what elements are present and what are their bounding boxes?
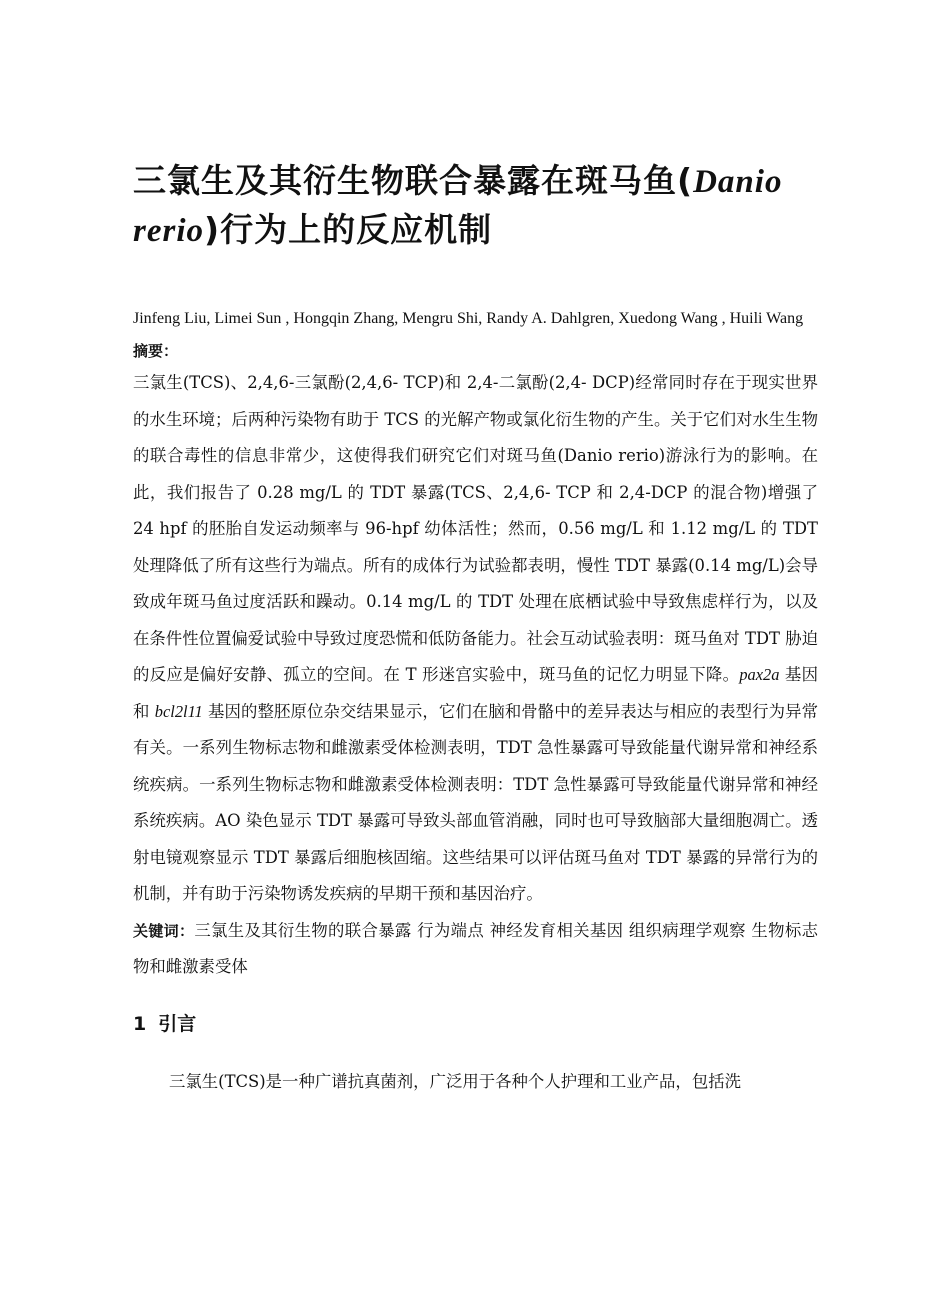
section-title: 引言 bbox=[158, 1012, 197, 1035]
abstract-label: 摘要： bbox=[133, 342, 179, 360]
title-text-part1: 三氯生及其衍生物联合暴露在斑马鱼( bbox=[133, 161, 694, 200]
paper-content bbox=[133, 157, 818, 1100]
author-list: Jinfeng Liu, Limei Sun , Hongqin Zhang, Mengru Shi, Randy A. Dahlgren, Xuedong Wang , Huili Wang bbox=[133, 310, 804, 327]
title-text-part2: )行为上的反应机制 bbox=[204, 210, 493, 249]
abstract-text-3: 基因的整胚原位杂交结果显示，它们在脑和骨骼中的差异表达与相应的表型行为异常有关。一系列生物标志物和雌激素受体检测表明，TDT 急性暴露可导致能量代谢异常和神经系统疾病。一系列生物标志物和雌激素受体检测表明：TDT 急性暴露可导致能量代谢异常和神经系统疾病。AO 染色显示 TDT 暴露可导致头部血管消融，同时也可导致脑部大量细胞凋亡。透射电镜观察显示 TDT 暴露后细胞核固缩。这些结果可以评估斑马鱼对 TDT 暴露的异常行为的机制，并有助于污染物诱发疾病的早期干预和基因治疗。 bbox=[133, 701, 818, 903]
section-heading-introduction bbox=[133, 1008, 818, 1040]
gene-name-bcl2l11: bcl2l11 bbox=[154, 701, 203, 721]
section-number: 1 bbox=[133, 1012, 147, 1035]
paper-title bbox=[133, 157, 818, 255]
gene-name-pax2a: pax2a bbox=[739, 665, 780, 684]
abstract-text-2: 基因和 bbox=[133, 665, 818, 721]
introduction-paragraph: 三氯生(TCS)是一种广谱抗真菌剂，广泛用于各种个人护理和工业产品，包括洗 bbox=[169, 1071, 741, 1091]
title-latin-genus: Danio bbox=[693, 164, 783, 200]
title-latin-species: rerio bbox=[133, 213, 204, 249]
abstract-body bbox=[133, 365, 818, 913]
keywords-label: 关键词： bbox=[133, 921, 195, 940]
keywords-line bbox=[133, 913, 818, 986]
abstract-text-1: 三氯生(TCS)、2,4,6-三氯酚(2,4,6- TCP)和 2,4-二氯酚(2,4- DCP)经常同时存在于现实世界的水生环境；后两种污染物有助于 TCS 的光解产物或氯化衍生物的产生。关于它们对水生生物的联合毒性的信息非常少，这使得我们研究它们对斑马鱼(Danio rerio)游泳行为的影响。在此，我们报告了 0.28 mg/L 的 TDT 暴露(TCS、2,4,6- TCP 和 2,4-DCP 的混合物)增强了 24 hpf 的胚胎自发运动频率与 96-hpf 幼体活性；然而，0.56 mg/L 和 1.12 mg/L 的 TDT 处理降低了所有这些行为端点。所有的成体行为试验都表明，慢性 TDT 暴露(0.14 mg/L)会导致成年斑马鱼过度活跃和躁动。0.14 mg/L 的 TDT 处理在底栖试验中导致焦虑样行为，以及在条件性位置偏爱试验中导致过度恐慌和低防备能力。社会互动试验表明：斑马鱼对 TDT 胁迫的反应是偏好安静、孤立的空间。在 T 形迷宫实验中，斑马鱼的记忆力明显下降。 bbox=[133, 373, 818, 684]
keywords-text: 三氯生及其衍生物的联合暴露 行为端点 神经发育相关基因 组织病理学观察 生物标志物和雌激素受体 bbox=[133, 920, 818, 976]
